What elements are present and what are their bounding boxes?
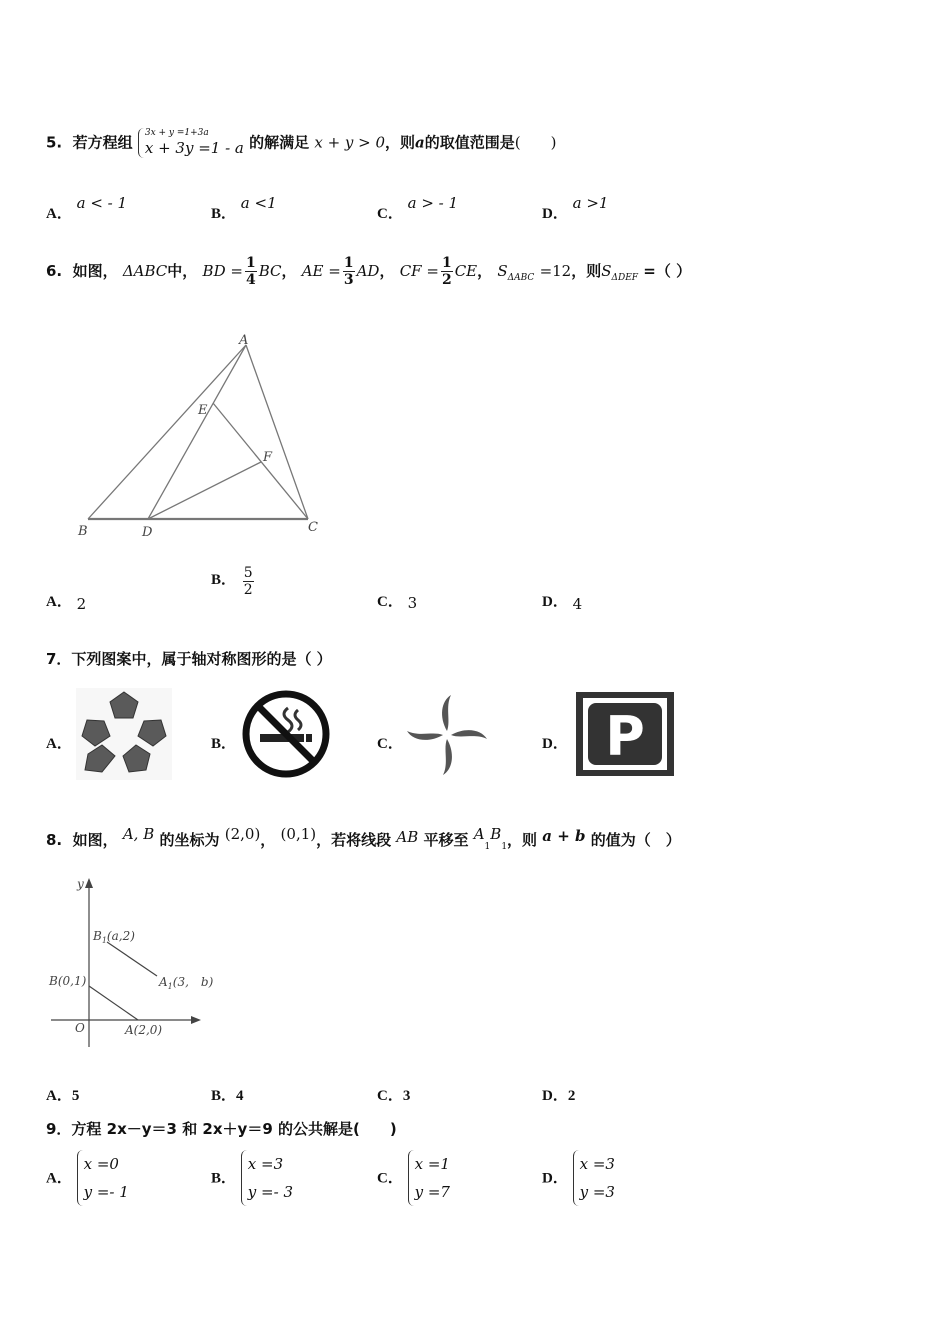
q6-eq1-right: BC (258, 262, 282, 280)
q9-option-b-bottom: y =- 3 (247, 1183, 293, 1201)
q9-option-d-label: D． (542, 1170, 568, 1187)
q9-option-d-top: x =3 (579, 1155, 615, 1173)
q8-option-c[interactable] (377, 1084, 410, 1105)
q9-option-b[interactable] (211, 1150, 293, 1206)
q8-segment2-a-sub: 1 (484, 842, 491, 852)
q8-coord-a: (2,0) (224, 825, 261, 843)
q9-option-a-bottom: y =- 1 (83, 1183, 129, 1201)
q6-eq3-left: CF = (399, 262, 439, 280)
q6-option-b-fraction (243, 566, 254, 597)
q7-option-a-label: A． (46, 736, 72, 752)
question-7: 7．下列图案中，属于轴对称图形的是（ ） (46, 650, 332, 668)
q7-option-d-label: D． (542, 736, 568, 752)
pinwheel-icon (404, 692, 490, 778)
q7-option-c[interactable] (377, 732, 403, 753)
q6-eq1-left: BD = (202, 262, 243, 280)
q9-option-d-bottom: y =3 (579, 1183, 615, 1201)
q9-option-b-label: B． (211, 1170, 237, 1187)
q8-coord-b: (0,1) (280, 825, 317, 843)
q6-option-b-label: B． (211, 572, 237, 588)
q5-option-d[interactable] (542, 192, 609, 222)
q8-option-c-label: C． (377, 1088, 403, 1104)
q6-sep-1: ， (281, 262, 297, 280)
q5-option-c-label: C． (377, 206, 403, 222)
q8-option-d-label: D． (542, 1088, 568, 1104)
q6-eq2-numerator: 1 (343, 255, 354, 271)
q8-option-d-value: 2 (567, 1088, 576, 1104)
q8-number: 8. (46, 831, 63, 849)
pentagon-flower-icon (76, 688, 172, 780)
q5-equation-system (138, 128, 244, 158)
fig8-label-b1-coord: (a,2) (106, 929, 135, 943)
q9-option-d[interactable] (542, 1150, 615, 1206)
q6-sep-3: ， (477, 262, 493, 280)
fig6-label-a: A (239, 333, 249, 348)
q6-triangle-figure (75, 330, 335, 550)
q6-s-def-subscript: ΔDEF (611, 273, 639, 283)
q8-segment2-b-sub: 1 (501, 842, 508, 852)
fig8-label-b1-sub: 1 (101, 936, 107, 945)
parking-letter: P (605, 705, 645, 768)
q8-text-4: 平移至 (423, 831, 469, 849)
q6-option-a[interactable] (46, 590, 86, 611)
q6-s-def: S (601, 262, 612, 280)
fig8-label-y: y (77, 877, 84, 891)
q6-s-abc-subscript: ΔABC (507, 273, 535, 283)
q8-text-2: 的坐标为 (159, 831, 220, 849)
q8-segment2-b: B (490, 825, 502, 843)
q8-option-d[interactable] (542, 1084, 575, 1105)
question-5 (46, 128, 557, 158)
q9-option-b-top: x =3 (247, 1155, 284, 1173)
q6-eq2-left: AE = (301, 262, 341, 280)
q9-option-c[interactable] (377, 1150, 450, 1206)
q6-text-3: ，则 (571, 262, 602, 280)
q6-eq1-denominator: 4 (245, 272, 256, 288)
q9-option-c-bottom: y =7 (414, 1183, 450, 1201)
svg-text:B1(a,2) (92, 929, 135, 945)
q6-option-b[interactable] (211, 566, 256, 597)
q5-system-top: 3x + y =1+3a (144, 128, 209, 138)
q8-option-b-value: 4 (236, 1088, 244, 1104)
q6-sep-2: ， (379, 262, 395, 280)
q8-text-5: ，则 (507, 831, 538, 849)
q5-text-1: 若方程组 (72, 133, 133, 152)
q8-segment2-a: A (473, 825, 485, 843)
question-6 (46, 256, 691, 287)
q7-option-d[interactable] (542, 732, 568, 753)
q9-option-a[interactable] (46, 1150, 129, 1206)
q6-option-a-value: 2 (76, 595, 87, 613)
q5-option-a[interactable] (46, 192, 128, 222)
q9-option-b-system (241, 1150, 293, 1206)
q6-option-c-value: 3 (407, 594, 418, 612)
q9-option-a-label: A． (46, 1170, 72, 1187)
q6-option-d-value: 4 (572, 595, 583, 613)
q5-text-2: 的解满足 (249, 133, 310, 152)
q5-option-a-value: a < - 1 (76, 194, 128, 212)
q6-text-4: =（ ） (643, 262, 692, 280)
q5-option-b[interactable] (211, 192, 277, 222)
fig6-label-f: F (263, 450, 273, 465)
fig8-label-o: O (75, 1021, 85, 1035)
q5-number: 5. (46, 133, 63, 152)
q8-text-6: 的值为（ ） (590, 831, 681, 849)
q8-points: A, B (122, 825, 155, 843)
q6-text-1: 如图， (72, 262, 118, 280)
q8-expression: a + b (542, 827, 586, 845)
q8-text-1: 如图， (72, 831, 118, 849)
q6-s-abc-value: =12 (539, 262, 572, 280)
fig8-label-a: A(2,0) (125, 1023, 163, 1037)
fig8-label-b: B(0,1) (49, 974, 87, 988)
q7-option-b[interactable] (211, 732, 236, 753)
q6-eq3-numerator: 1 (441, 255, 452, 271)
q6-option-b-numerator: 5 (243, 565, 253, 581)
q9-option-a-system (77, 1150, 129, 1206)
q5-option-a-label: A． (46, 206, 72, 222)
q7-option-b-label: B． (211, 736, 237, 752)
fig6-label-e: E (198, 403, 208, 418)
q6-triangle: ΔABC (122, 262, 168, 280)
q6-option-d-label: D． (542, 594, 568, 610)
q6-eq3-denominator: 2 (441, 272, 452, 288)
q6-option-b-denominator: 2 (243, 582, 253, 598)
fig6-label-c: C (308, 520, 318, 535)
q5-paren: ( ) (514, 133, 557, 152)
q8-text-3: ，若将线段 (316, 831, 392, 849)
q8-sep: ， (260, 831, 276, 849)
q8-option-b[interactable] (211, 1084, 244, 1105)
q5-system-bottom: x + 3y =1 - a (144, 139, 244, 157)
q8-segment: AB (396, 828, 419, 846)
q9-option-c-top: x =1 (414, 1155, 450, 1173)
q5-text-3: ，则 (385, 133, 416, 152)
q5-option-b-label: B． (211, 206, 237, 222)
q5-option-b-value: a <1 (240, 194, 277, 212)
q5-option-c[interactable] (377, 192, 459, 222)
q9-option-d-system (573, 1150, 615, 1206)
parking-sign-icon (575, 691, 675, 777)
q5-option-d-value: a >1 (572, 194, 609, 212)
q8-option-b-label: B． (211, 1088, 237, 1104)
q5-condition: x + y > 0 (314, 133, 386, 152)
q7-option-c-label: C． (377, 736, 403, 752)
no-smoking-icon (240, 688, 332, 780)
question-8 (46, 825, 681, 852)
q6-eq1-numerator: 1 (245, 255, 256, 271)
svg-text:A1(3, b) (158, 975, 214, 991)
q8-option-a-value: 5 (71, 1088, 80, 1104)
q6-option-c-label: C． (377, 594, 403, 610)
q6-s-abc: S (497, 262, 508, 280)
fig8-label-a1: A (159, 975, 168, 989)
q9-option-c-system (408, 1150, 450, 1206)
q6-eq1-fraction (245, 256, 257, 287)
fig6-label-d: D (142, 525, 153, 540)
q6-option-a-label: A． (46, 594, 72, 610)
q8-option-a-label: A． (46, 1088, 72, 1104)
q6-option-d[interactable] (542, 590, 582, 611)
q7-option-a[interactable] (46, 732, 72, 753)
q6-eq3-fraction (441, 256, 453, 287)
q6-eq3-right: CE (454, 262, 478, 280)
fig6-label-b: B (78, 524, 88, 539)
q5-variable: a (415, 133, 425, 152)
question-9: 9．方程 2x－y＝3 和 2x＋y＝9 的公共解是( ) (46, 1120, 397, 1138)
q8-option-c-value: 3 (402, 1088, 411, 1104)
q6-option-c[interactable] (377, 590, 417, 611)
q5-option-d-label: D． (542, 206, 568, 222)
q8-option-a[interactable] (46, 1084, 79, 1105)
q5-option-c-value: a > - 1 (407, 194, 459, 212)
q8-coordinate-figure (45, 872, 225, 1052)
q6-eq2-denominator: 3 (343, 272, 354, 288)
fig8-label-b1: B (93, 929, 102, 943)
q9-option-a-top: x =0 (83, 1155, 119, 1173)
q5-text-4: 的取值范围是 (424, 133, 515, 152)
fig8-label-a1-sub: 1 (167, 982, 173, 991)
q9-option-c-label: C． (377, 1170, 403, 1187)
q6-number: 6. (46, 262, 63, 280)
q6-text-2: 中， (167, 262, 198, 280)
q6-eq2-fraction (343, 256, 355, 287)
fig8-label-a1-coord: (3, b) (172, 975, 214, 989)
q6-eq2-right: AD (356, 262, 380, 280)
